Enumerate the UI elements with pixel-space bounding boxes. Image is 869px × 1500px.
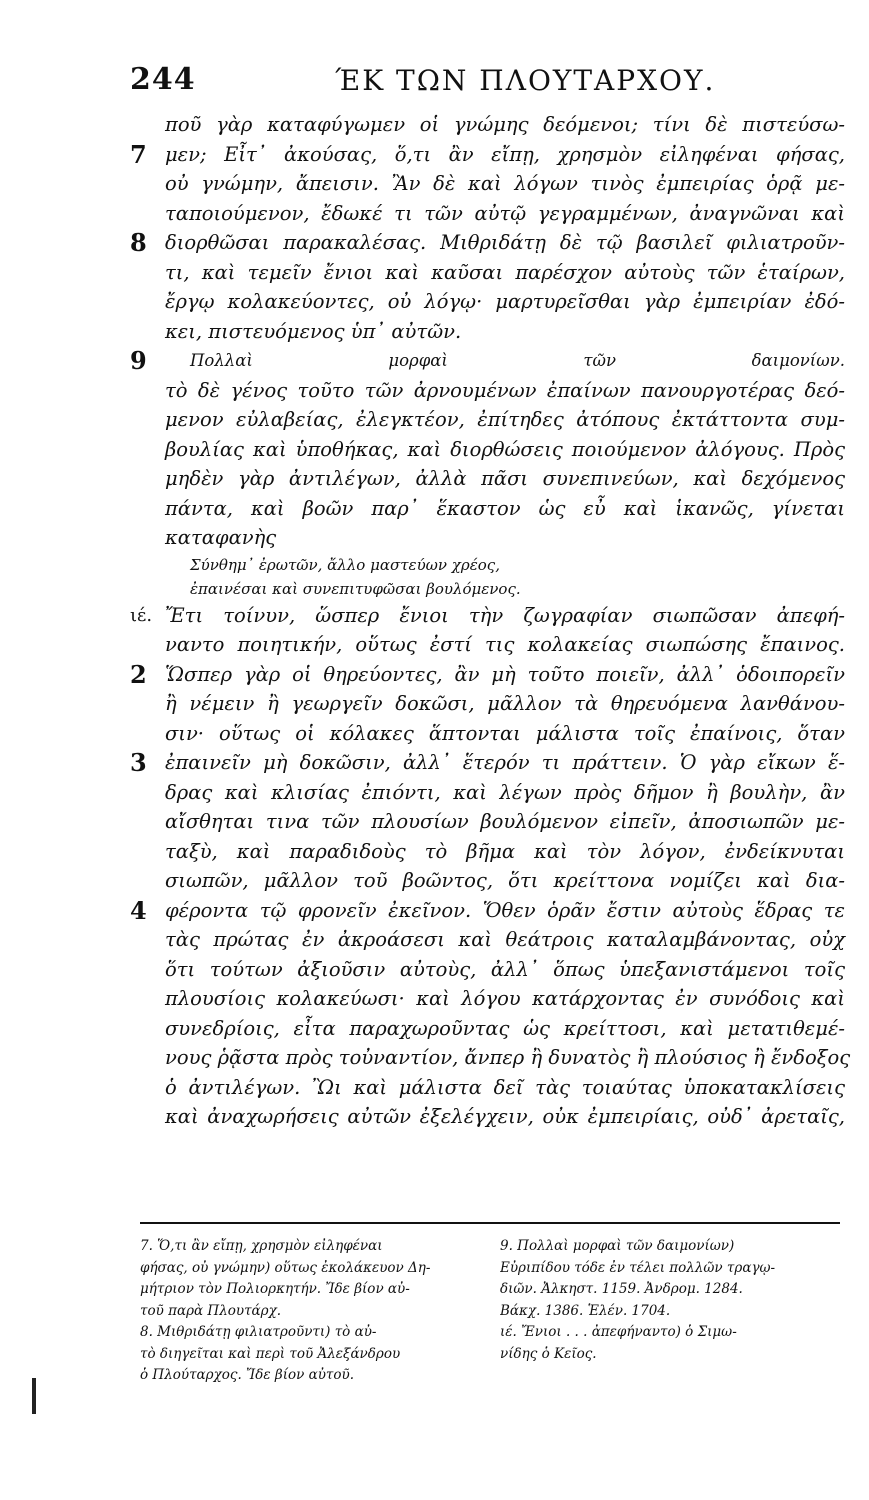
text-line — [130, 110, 845, 140]
text-line — [130, 228, 845, 258]
text-line — [130, 719, 845, 749]
section-marker: 7 — [130, 139, 147, 169]
text-line — [130, 1043, 851, 1073]
footnote-line: ιέ. Ἔνιοι . . . ἀπεφήναντο) ὁ Σιμω- — [500, 1324, 737, 1340]
footnote-line: ὁ Πλούταρχος. Ἴδε βίον αὐτοῦ. — [140, 1367, 355, 1383]
section-marker: 4 — [130, 895, 147, 925]
line-text: ποῦ γὰρ καταφύγωμεν οἱ γνώμης δεόμενοι; τίνι δὲ πιστεύσω- — [165, 113, 845, 136]
line-text: ἐπαινέσαι καὶ συνεπιτυφῶσαι βουλόμενος. — [190, 579, 521, 598]
text-line — [130, 1014, 845, 1044]
text-line — [130, 748, 845, 778]
line-text: πάντα, καὶ βοῶν παρ᾽ ἕκαστον ὡς εὖ καὶ ἱκανῶς, γίνεται — [165, 496, 845, 520]
section-marker: 3 — [130, 748, 147, 777]
text-line — [130, 199, 845, 229]
text-line — [130, 553, 845, 577]
footnote-line: Εὐριπίδου τόδε ἐν τέλει πολλῶν τραγῳ- — [500, 1259, 776, 1276]
line-text: Πολλαὶ μορφαὶ τῶν δαιμονίων. — [190, 351, 845, 370]
footnote-line: τοῦ παρὰ Πλουτάρχ. — [140, 1302, 282, 1319]
text-line — [130, 1102, 845, 1132]
text-line — [130, 866, 845, 896]
line-text: διορθῶσαι παρακαλέσας. Μιθριδάτῃ δὲ τῷ βασιλεῖ φιλιατροῦν- — [165, 231, 845, 254]
text-line — [130, 523, 845, 553]
line-text: νους ῥᾷστα πρὸς τοὐναντίον, ἄνπερ ἢ δυνατὸς ἢ πλούσιος ἢ ἔνδοξος — [165, 1046, 851, 1069]
text-line — [130, 1073, 845, 1103]
text-line — [130, 287, 845, 317]
line-text: δρας καὶ κλισίας ἐπιόντι, καὶ λέγων πρὸς δῆμον ἢ βουλὴν, ἂν — [165, 780, 845, 804]
margin-mark — [32, 1378, 36, 1414]
line-text: καταφανὴς — [165, 526, 277, 549]
line-text: Ὥσπερ γὰρ οἱ θηρεύοντες, ἂν μὴ τοῦτο ποιεῖν, ἀλλ᾽ ὁδοιπορεῖν — [165, 662, 845, 686]
text-line — [130, 689, 845, 719]
text-line — [130, 346, 845, 376]
line-text: οὐ γνώμην, ἄπεισιν. Ἂν δὲ καὶ λόγων τινὸς ἐμπειρίας ὁρᾷ με- — [165, 172, 845, 195]
footnote-line: τὸ διηγεῖται καὶ περὶ τοῦ Ἀλεξάνδρου — [140, 1345, 401, 1362]
text-line — [130, 464, 845, 494]
text-line — [130, 494, 845, 524]
text-line — [130, 435, 845, 465]
footnote-rule — [140, 1222, 840, 1224]
footnote-line: διῶν. Ἀλκηστ. 1159. Ἀνδρομ. 1284. — [500, 1281, 743, 1297]
text-line — [130, 140, 845, 170]
footnote-line: 7. Ὅ,τι ἂν εἴπῃ, χρησμὸν εἰληφέναι — [140, 1238, 383, 1254]
line-text: καὶ ἀναχωρήσεις αὐτῶν ἐξελέγχειν, οὐκ ἐμπειρίαις, οὐδ᾽ ἀρεταῖς, — [165, 1105, 845, 1128]
text-line — [130, 896, 845, 926]
page-number: 244 — [130, 62, 196, 97]
line-text: μενον εὐλαβείας, ἐλεγκτέον, ἐπίτηδες ἀτόπους ἐκτάττοντα συμ- — [165, 408, 845, 431]
main-text — [130, 110, 851, 1132]
line-text: ταξὺ, καὶ παραδιδοὺς τὸ βῆμα καὶ τὸν λόγον, ἐνδείκνυται — [165, 839, 845, 863]
running-title: ΈΚ ΤΩΝ ΠΛΟΥΤΑΡΧΟΥ. — [335, 64, 716, 97]
footnote-line: 8. Μιθριδάτῃ φιλιατροῦντι) τὸ αὐ- — [140, 1324, 377, 1340]
section-marker: 9 — [130, 346, 147, 375]
line-text: ἔργῳ κολακεύοντες, οὐ λόγῳ· μαρτυρεῖσθαι γὰρ ἐμπειρίαν ἐδό- — [165, 290, 845, 313]
line-text: ὅτι τούτων ἀξιοῦσιν αὐτοὺς, ἀλλ᾽ ὅπως ὑπεξανιστάμενοι τοῖς — [165, 957, 845, 981]
line-text: ἢ νέμειν ἢ γεωργεῖν δοκῶσι, μᾶλλον τὰ θηρευόμενα λανθάνου- — [165, 692, 845, 715]
page-header — [130, 62, 830, 102]
text-line — [130, 807, 845, 837]
text-line — [130, 405, 845, 435]
section-marker: 8 — [130, 228, 147, 257]
text-line — [130, 984, 845, 1014]
footnote-line: Βάκχ. 1386. Ἑλέν. 1704. — [500, 1302, 671, 1319]
text-line — [130, 601, 845, 631]
line-text: βουλίας καὶ ὑποθήκας, καὶ διορθώσεις ποιούμενον ἀλόγους. Πρὸς — [165, 437, 845, 461]
text-line — [130, 955, 845, 985]
footnote-line: νίδης ὁ Κεῖος. — [500, 1345, 597, 1362]
text-line — [130, 778, 845, 808]
section-marker: ιέ. — [130, 604, 153, 626]
text-line — [130, 630, 845, 660]
line-text: μεν; Εἶτ᾽ ἀκούσας, ὅ,τι ἂν εἴπῃ, χρησμὸν εἰληφέναι φήσας, — [165, 142, 845, 166]
line-text: φέροντα τῷ φρονεῖν ἐκεῖνον. Ὅθεν ὁρᾶν ἔστιν αὐτοὺς ἕδρας τε — [165, 898, 845, 922]
line-text: μηδὲν γὰρ ἀντιλέγων, ἀλλὰ πᾶσι συνεπινεύων, καὶ δεχόμενος — [165, 467, 845, 490]
line-text: Ἔτι τοίνυν, ὥσπερ ἔνιοι τὴν ζωγραφίαν σιωπῶσαν ἀπεφή- — [165, 603, 845, 627]
footnote-line: μήτριον τὸν Πολιορκητήν. Ἴδε βίον αὐ- — [140, 1281, 410, 1297]
line-text: Σύνθημ᾽ ἐρωτῶν, ἄλλο μαστεύων χρέος, — [190, 555, 500, 574]
footnote-line: φήσας, οὐ γνώμην) οὕτως ἐκολάκευον Δη- — [140, 1259, 431, 1276]
text-line — [130, 376, 845, 406]
line-text: τὰς πρώτας ἐν ἀκροάσεσι καὶ θεάτροις καταλαμβάνοντας, οὐχ — [165, 928, 845, 951]
text-line — [130, 925, 845, 955]
line-text: συνεδρίοις, εἶτα παραχωροῦντας ὡς κρείττοσι, καὶ μετατιθεμέ- — [165, 1016, 845, 1040]
text-line — [130, 837, 845, 867]
text-line — [130, 577, 845, 601]
line-text: σιν· οὕτως οἱ κόλακες ἅπτονται μάλιστα τοῖς ἐπαίνοις, ὅταν — [165, 721, 845, 745]
section-marker: 2 — [130, 659, 147, 689]
line-text: ναντο ποιητικήν, οὕτως ἐστί τις κολακείας σιωπώσης ἔπαινος. — [165, 633, 845, 656]
line-text: σιωπῶν, μᾶλλον τοῦ βοῶντος, ὅτι κρείττονα νομίζει καὶ δια- — [165, 869, 845, 892]
line-text: ἐπαινεῖν μὴ δοκῶσιν, ἀλλ᾽ ἕτερόν τι πράττειν. Ὁ γὰρ εἴκων ἕ- — [165, 751, 845, 774]
line-text: αἴσθηται τινα τῶν πλουσίων βουλόμενον εἰπεῖν, ἀποσιωπῶν με- — [165, 810, 845, 833]
line-text: ὁ ἀντιλέγων. Ὢι καὶ μάλιστα δεῖ τὰς τοιαύτας ὑποκατακλίσεις — [165, 1075, 845, 1099]
text-line — [130, 317, 845, 347]
line-text: τι, καὶ τεμεῖν ἔνιοι καὶ καῦσαι παρέσχον αὐτοὺς τῶν ἑταίρων, — [165, 260, 845, 284]
line-text: πλουσίοις κολακεύωσι· καὶ λόγου κατάρχοντας ἐν συνόδοις καὶ — [165, 987, 845, 1010]
footnotes-right-column — [500, 1236, 840, 1365]
text-line — [130, 660, 845, 690]
footnote-line: 9. Πολλαὶ μορφαὶ τῶν δαιμονίων) — [500, 1238, 735, 1254]
footnotes-left-column — [140, 1236, 480, 1387]
line-text: κει, πιστευόμενος ὑπ᾽ αὐτῶν. — [165, 319, 462, 343]
line-text: τὸ δὲ γένος τοῦτο τῶν ἀρνουμένων ἐπαίνων πανουργοτέρας δεό- — [165, 378, 845, 402]
text-line — [130, 258, 845, 288]
line-text: ταποιούμενον, ἔδωκέ τι τῶν αὐτῷ γεγραμμένων, ἀναγνῶναι καὶ — [165, 201, 845, 225]
text-line — [130, 169, 845, 199]
